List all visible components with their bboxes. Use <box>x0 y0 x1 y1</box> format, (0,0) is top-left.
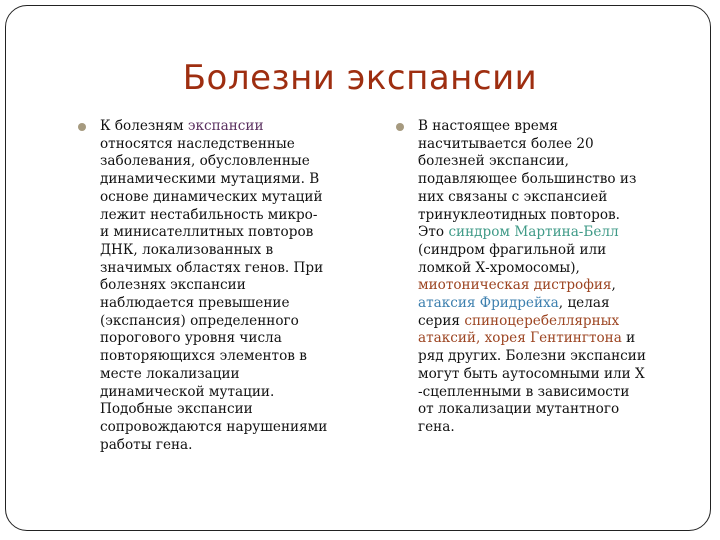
text-line <box>400 419 690 437</box>
text-run: , целая <box>558 295 610 312</box>
highlighted-term: атаксий, хорея Гентингтона <box>418 330 622 347</box>
text-run: (экспансия) определенного <box>100 312 299 329</box>
text-run: динамической мутации. <box>100 383 275 400</box>
text-line <box>400 153 690 171</box>
text-line <box>400 330 690 348</box>
text-run: серия <box>418 312 465 329</box>
text-line <box>82 437 372 455</box>
bullet-icon <box>396 123 404 131</box>
text-line <box>400 277 690 295</box>
text-line <box>82 384 372 402</box>
left-text-column <box>82 118 372 454</box>
text-run: лежит нестабильность микро- <box>100 206 318 223</box>
text-run: заболевания, обусловленные <box>100 153 310 170</box>
text-run: порогового уровня числа <box>100 330 282 347</box>
text-run: К болезням <box>100 118 188 134</box>
text-line <box>82 260 372 278</box>
text-line <box>400 224 690 242</box>
text-run: значимых областях генов. При <box>100 259 324 276</box>
text-run: повторяющихся элементов в <box>100 348 307 365</box>
text-line <box>400 118 690 136</box>
text-line <box>82 295 372 313</box>
text-line <box>400 313 690 331</box>
text-line <box>82 207 372 225</box>
text-run: наблюдается превышение <box>100 295 290 312</box>
text-line <box>82 171 372 189</box>
highlighted-term: экспансии <box>187 118 264 134</box>
text-run: месте локализации <box>100 365 240 382</box>
text-run: основе динамических мутаций <box>100 188 323 205</box>
text-line <box>82 118 372 136</box>
text-run: и минисателлитных повторов <box>100 224 314 241</box>
text-run: ДНК, локализованных в <box>100 241 274 258</box>
text-line <box>82 153 372 171</box>
text-run: относятся наследственные <box>100 135 295 152</box>
left-paragraph <box>82 118 372 454</box>
text-line <box>400 295 690 313</box>
highlighted-term: синдром Мартина-Белл <box>448 224 619 241</box>
text-line <box>82 242 372 260</box>
text-line <box>400 348 690 366</box>
text-line <box>82 330 372 348</box>
highlighted-term: миотоническая дистрофия <box>418 277 612 294</box>
text-run: , <box>611 277 616 294</box>
text-line <box>400 189 690 207</box>
highlighted-term: атаксия Фридрейха <box>418 295 559 312</box>
text-run: сопровождаются нарушениями <box>100 418 328 435</box>
text-run: них связаны с экспансией <box>418 188 608 205</box>
text-run: ряд других. Болезни экспансии <box>418 348 646 365</box>
slide-title: Болезни экспансии <box>182 58 538 98</box>
bullet-icon <box>78 123 86 131</box>
text-run: и <box>621 330 636 347</box>
text-run: гена. <box>418 418 455 435</box>
text-line <box>82 313 372 331</box>
right-text-column <box>400 118 690 437</box>
text-run: -сцепленными в зависимости <box>418 383 630 400</box>
text-line <box>82 136 372 154</box>
text-line <box>400 207 690 225</box>
text-line <box>400 260 690 278</box>
text-line <box>400 366 690 384</box>
text-line <box>82 419 372 437</box>
text-line <box>82 277 372 295</box>
text-line <box>400 171 690 189</box>
text-run: могут быть аутосомными или Х <box>418 365 645 382</box>
text-line <box>82 401 372 419</box>
text-line <box>400 401 690 419</box>
text-run: работы гена. <box>100 436 193 453</box>
highlighted-term: спиноцеребеллярных <box>464 312 620 329</box>
text-line <box>82 189 372 207</box>
text-run: болезнях экспансии <box>100 277 246 294</box>
text-run: динамическими мутациями. В <box>100 171 320 188</box>
text-run: насчитывается более 20 <box>418 135 594 152</box>
text-run: тринуклеотидных повторов. <box>418 206 620 223</box>
text-line <box>82 224 372 242</box>
text-line <box>82 366 372 384</box>
text-line <box>400 136 690 154</box>
text-run: Подобные экспансии <box>100 401 253 418</box>
text-run: от локализации мутантного <box>418 401 620 418</box>
text-run: (синдром фрагильной или <box>418 241 607 258</box>
right-paragraph <box>400 118 690 437</box>
text-line <box>82 348 372 366</box>
text-line <box>400 242 690 260</box>
text-run: В настоящее время <box>418 118 558 134</box>
text-run: болезней экспансии, <box>418 153 569 170</box>
text-run: подавляющее большинство из <box>418 171 637 188</box>
text-run: Это <box>418 224 449 241</box>
text-line <box>400 384 690 402</box>
text-run: ломкой Х-хромосомы), <box>418 259 580 276</box>
